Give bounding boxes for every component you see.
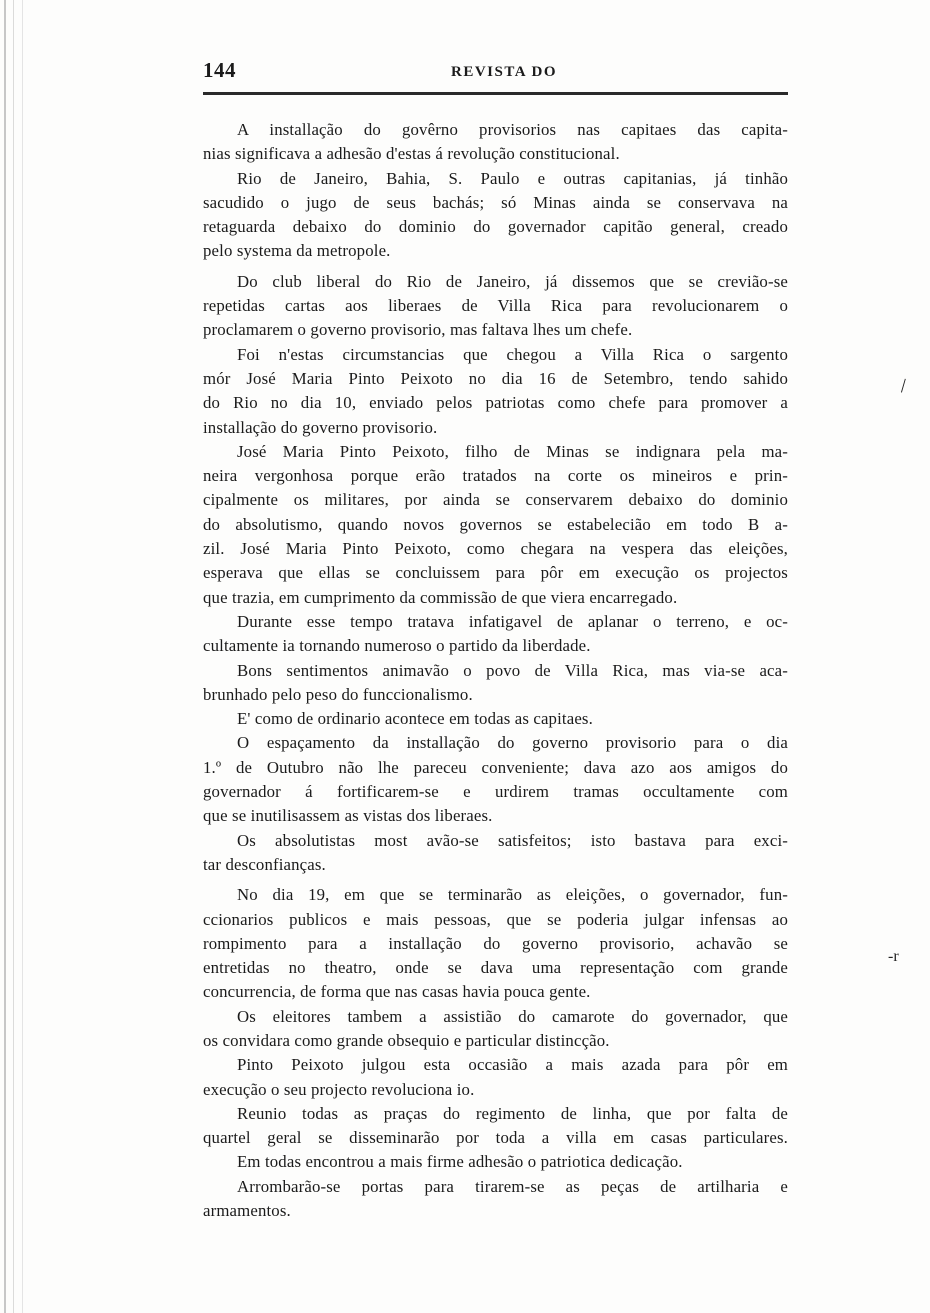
text-line: execução o seu projecto revoluciona io. [203, 1079, 475, 1099]
header-rule [203, 92, 788, 95]
text-line: Pinto Peixoto julgou esta occasião a mais azada para pôr em [237, 1055, 788, 1075]
binding-edge-shadow [22, 0, 23, 1313]
text-line: rompimento para a installação do governo provisorio, achavão se [203, 933, 788, 953]
text-line: cultamente ia tornando numeroso o partido da liberdade. [203, 636, 591, 656]
text-line: entretidas no theatro, onde se dava uma representação com grande [203, 958, 788, 978]
margin-pen-mark: \ [894, 375, 912, 397]
text-line: concurrencia, de forma que nas casas havia pouca gente. [203, 982, 591, 1002]
text-line: brunhado pelo peso do funccionalismo. [203, 684, 473, 704]
text-line: E' como de ordinario acontece em todas as capitaes. [237, 709, 593, 729]
text-line: mór José Maria Pinto Peixoto no dia 16 de Setembro, tendo sahido [203, 368, 788, 388]
page-number: 144 [203, 58, 236, 82]
binding-edge-shadow [13, 0, 14, 1313]
text-line: Bons sentimentos animavão o povo de Villa Rica, mas via-se aca- [237, 660, 788, 680]
text-line: installação do governo provisorio. [203, 417, 438, 437]
text-line: zil. José Maria Pinto Peixoto, como chegara na vespera das eleições, [203, 539, 788, 559]
text-line: Em todas encontrou a mais firme adhesão o patriotica dedicação. [237, 1152, 683, 1172]
text-line: governador á fortificarem-se e urdirem tramas occultamente com [203, 782, 788, 802]
text-line: proclamarem o governo provisorio, mas faltava lhes um chefe. [203, 320, 633, 340]
text-line: sacudido o jugo de seus bachás; só Minas ainda se conservava na [203, 192, 788, 212]
text-line: cipalmente os militares, por ainda se conservarem debaixo do dominio [203, 490, 788, 510]
text-line: A installação do govêrno provisorios nas capitaes das capita- [237, 120, 788, 139]
text-line: armamentos. [203, 1201, 291, 1221]
text-line: os convidara como grande obsequio e particular distincção. [203, 1030, 610, 1050]
page-header [203, 58, 788, 88]
binding-edge-shadow [4, 0, 6, 1313]
text-line: Durante esse tempo tratava infatigavel de aplanar o terreno, e oc- [237, 611, 788, 631]
text-line: retaguarda debaixo do dominio do governador capitão general, creado [203, 217, 788, 237]
text-line: que se inutilisassem as vistas dos liberaes. [203, 806, 493, 826]
text-line: nias significava a adhesão d'estas á revolução constitucional. [203, 144, 620, 164]
text-line: Arrombarão-se portas para tirarem-se as peças de artilharia e [237, 1176, 788, 1196]
text-line: 1.º de Outubro não lhe pareceu conveniente; dava azo aos amigos do [203, 757, 788, 777]
text-line: Os eleitores tambem a assistião do camarote do governador, que [237, 1006, 788, 1026]
margin-pen-mark: -r [888, 948, 899, 965]
text-line: Reunio todas as praças do regimento de linha, que por falta de [237, 1103, 788, 1123]
text-line: Os absolutistas most avão-se satisfeitos; isto bastava para exci- [237, 830, 788, 850]
text-line: repetidas cartas aos liberaes de Villa Rica para revolucionarem o [203, 296, 788, 316]
body-text [203, 118, 788, 1223]
text-line: pelo systema da metropole. [203, 241, 391, 261]
running-head: REVISTA DO [451, 64, 557, 80]
text-line: José Maria Pinto Peixoto, filho de Minas se indignara pela ma- [237, 441, 788, 461]
text-line: Foi n'estas circumstancias que chegou a Villa Rica o sargento [237, 344, 788, 364]
text-line: tar desconfianças. [203, 854, 326, 874]
text-line: do absolutismo, quando novos governos se estabelecião em todo B a- [203, 514, 788, 534]
text-line: esperava que ellas se concluissem para pôr em execução os projectos [203, 563, 788, 583]
text-line: quartel geral se disseminarão por toda a villa em casas particulares. [203, 1128, 788, 1148]
text-line: No dia 19, em que se terminarão as eleições, o governador, fun- [237, 885, 788, 905]
text-line: do Rio no dia 10, enviado pelos patriotas como chefe para promover a [203, 393, 788, 413]
text-line: ccionarios publicos e mais pessoas, que se poderia julgar infensas ao [203, 909, 788, 929]
text-line: O espaçamento da installação do governo provisorio para o dia [237, 733, 788, 753]
text-line: Rio de Janeiro, Bahia, S. Paulo e outras capitanias, já tinhão [237, 168, 788, 188]
text-line: neira vergonhosa porque erão tratados na corte os mineiros e prin- [203, 466, 788, 486]
text-line: Do club liberal do Rio de Janeiro, já dissemos que se crevião-se [237, 271, 788, 291]
text-line: que trazia, em cumprimento da commissão de que viera encarregado. [203, 587, 678, 607]
